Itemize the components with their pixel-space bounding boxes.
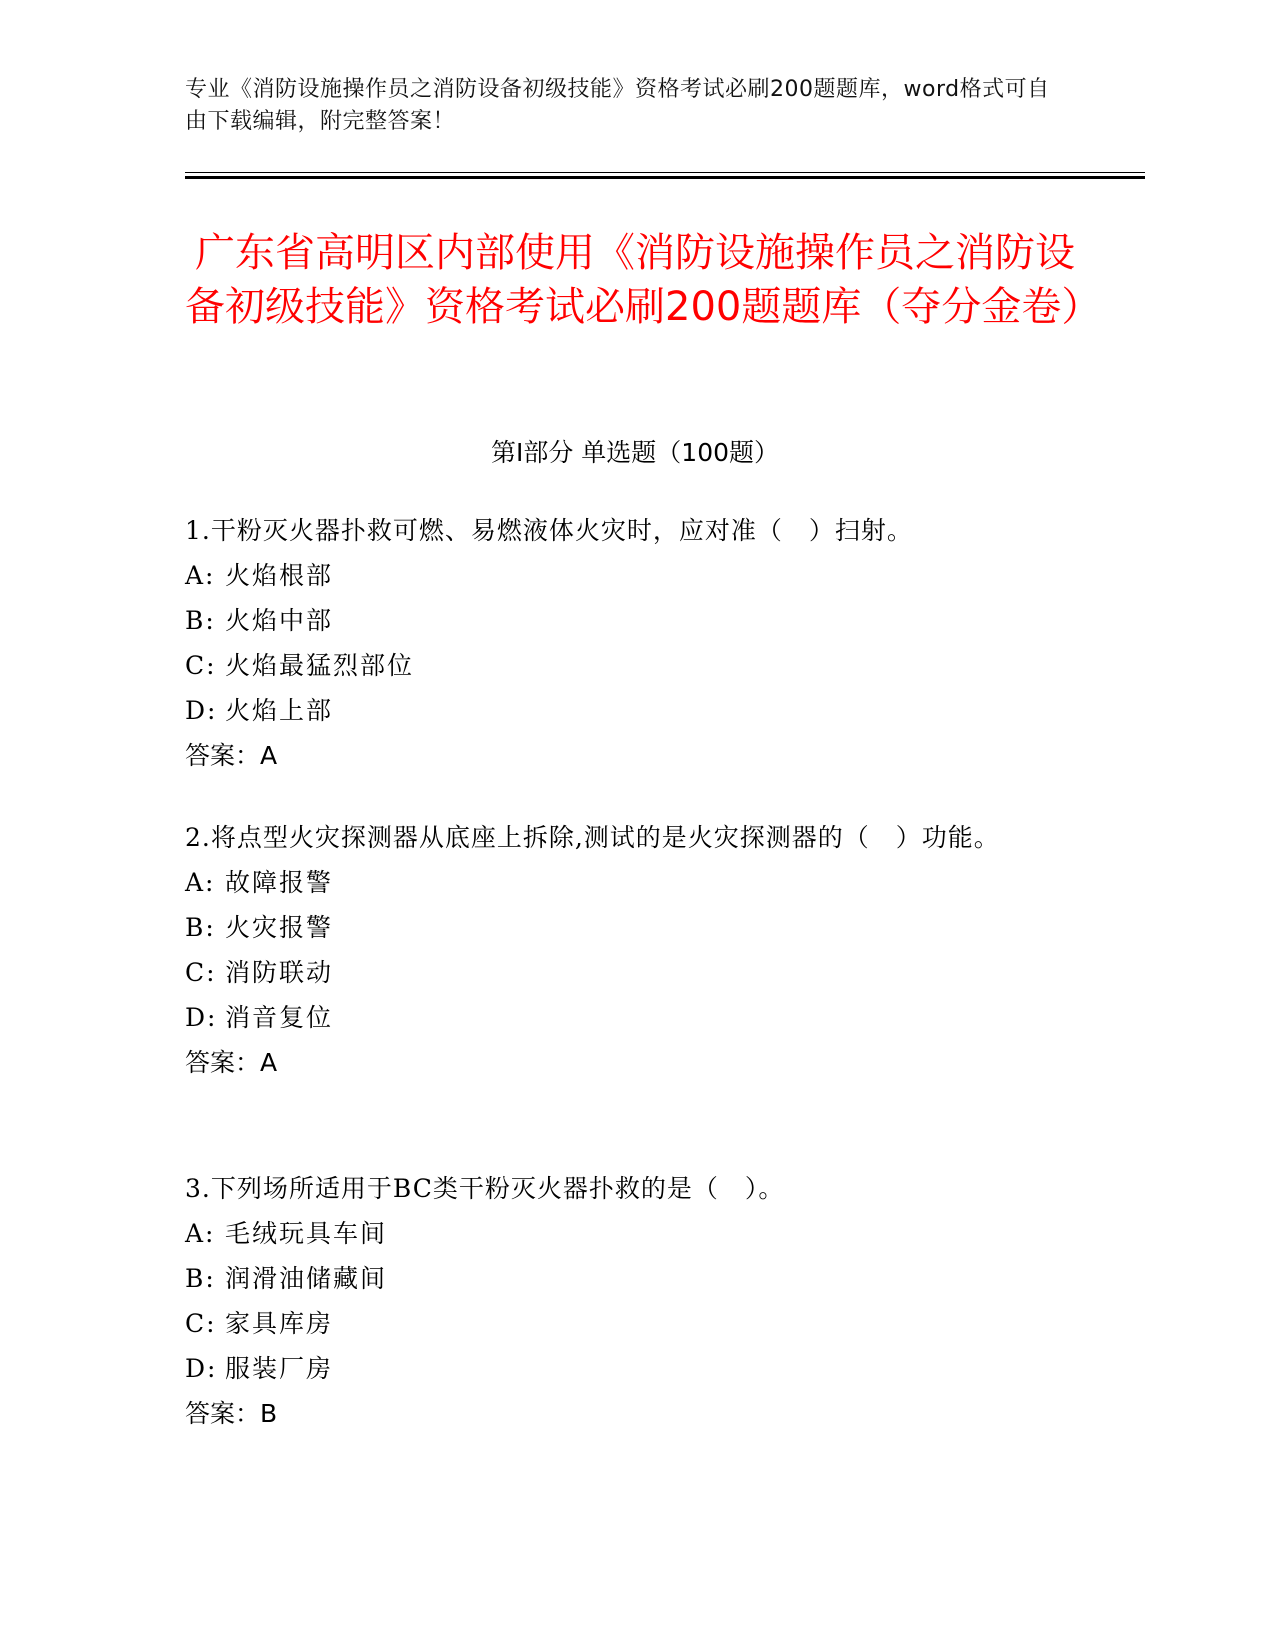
option-d	[185, 688, 1085, 733]
answer-value: A	[260, 741, 278, 770]
question-stem: 1.干粉灭火器扑救可燃、易燃液体火灾时，应对准（ ）扫射。	[185, 516, 913, 545]
option-text: 故障报警	[225, 868, 334, 897]
option-text: 火焰中部	[225, 606, 334, 635]
option-letter: A:	[185, 868, 216, 897]
option-c	[185, 1301, 1085, 1346]
option-letter: D:	[185, 1354, 218, 1383]
option-a	[185, 860, 1085, 905]
question-stem: 2.将点型火灾探测器从底座上拆除,测试的是火灾探测器的（ ）功能。	[185, 823, 1000, 852]
answer-line	[185, 733, 1085, 778]
answer-label: 答案：	[185, 1048, 261, 1077]
option-d	[185, 995, 1085, 1040]
question-3	[185, 1166, 1085, 1436]
option-text: 毛绒玩具车间	[225, 1219, 388, 1248]
option-d	[185, 1346, 1085, 1391]
option-text: 服装厂房	[225, 1354, 334, 1383]
document-title: 广东省高明区内部使用《消防设施操作员之消防设备初级技能》资格考试必刷200题题库（夺分金卷）	[185, 230, 1102, 330]
option-c	[185, 950, 1085, 995]
option-letter: A:	[185, 561, 216, 590]
option-letter: D:	[185, 1003, 218, 1032]
answer-line	[185, 1391, 1085, 1436]
option-letter: C:	[185, 651, 217, 680]
option-letter: B:	[185, 1264, 216, 1293]
option-text: 火焰根部	[225, 561, 334, 590]
answer-line	[185, 1040, 1085, 1085]
option-letter: B:	[185, 913, 216, 942]
option-c	[185, 643, 1085, 688]
option-a	[185, 553, 1085, 598]
option-text: 消音复位	[225, 1003, 334, 1032]
header-note: 专业《消防设施操作员之消防设备初级技能》资格考试必刷200题题库，word格式可自由下载编辑，附完整答案！	[185, 77, 1050, 134]
answer-label: 答案：	[185, 1399, 261, 1428]
option-letter: A:	[185, 1219, 216, 1248]
option-b	[185, 598, 1085, 643]
option-b	[185, 1256, 1085, 1301]
option-a	[185, 1211, 1085, 1256]
option-text: 火灾报警	[225, 913, 334, 942]
answer-label: 答案：	[185, 741, 261, 770]
option-text: 火焰最猛烈部位	[225, 651, 415, 680]
option-text: 润滑油储藏间	[225, 1264, 388, 1293]
answer-value: A	[260, 1048, 278, 1077]
question-1	[185, 508, 1085, 778]
option-letter: B:	[185, 606, 216, 635]
section-heading: 第Ⅰ部分 单选题（100题）	[490, 438, 780, 467]
option-letter: C:	[185, 1309, 217, 1338]
option-letter: C:	[185, 958, 217, 987]
header-rule-thick	[185, 176, 1145, 179]
option-letter: D:	[185, 696, 218, 725]
option-text: 火焰上部	[225, 696, 334, 725]
answer-value: B	[260, 1399, 278, 1428]
option-text: 家具库房	[225, 1309, 334, 1338]
question-stem: 3.下列场所适用于BC类干粉灭火器扑救的是（ ）。	[185, 1174, 785, 1203]
option-text: 消防联动	[225, 958, 334, 987]
header-rule-thin	[185, 172, 1145, 173]
question-2	[185, 815, 1085, 1085]
option-b	[185, 905, 1085, 950]
